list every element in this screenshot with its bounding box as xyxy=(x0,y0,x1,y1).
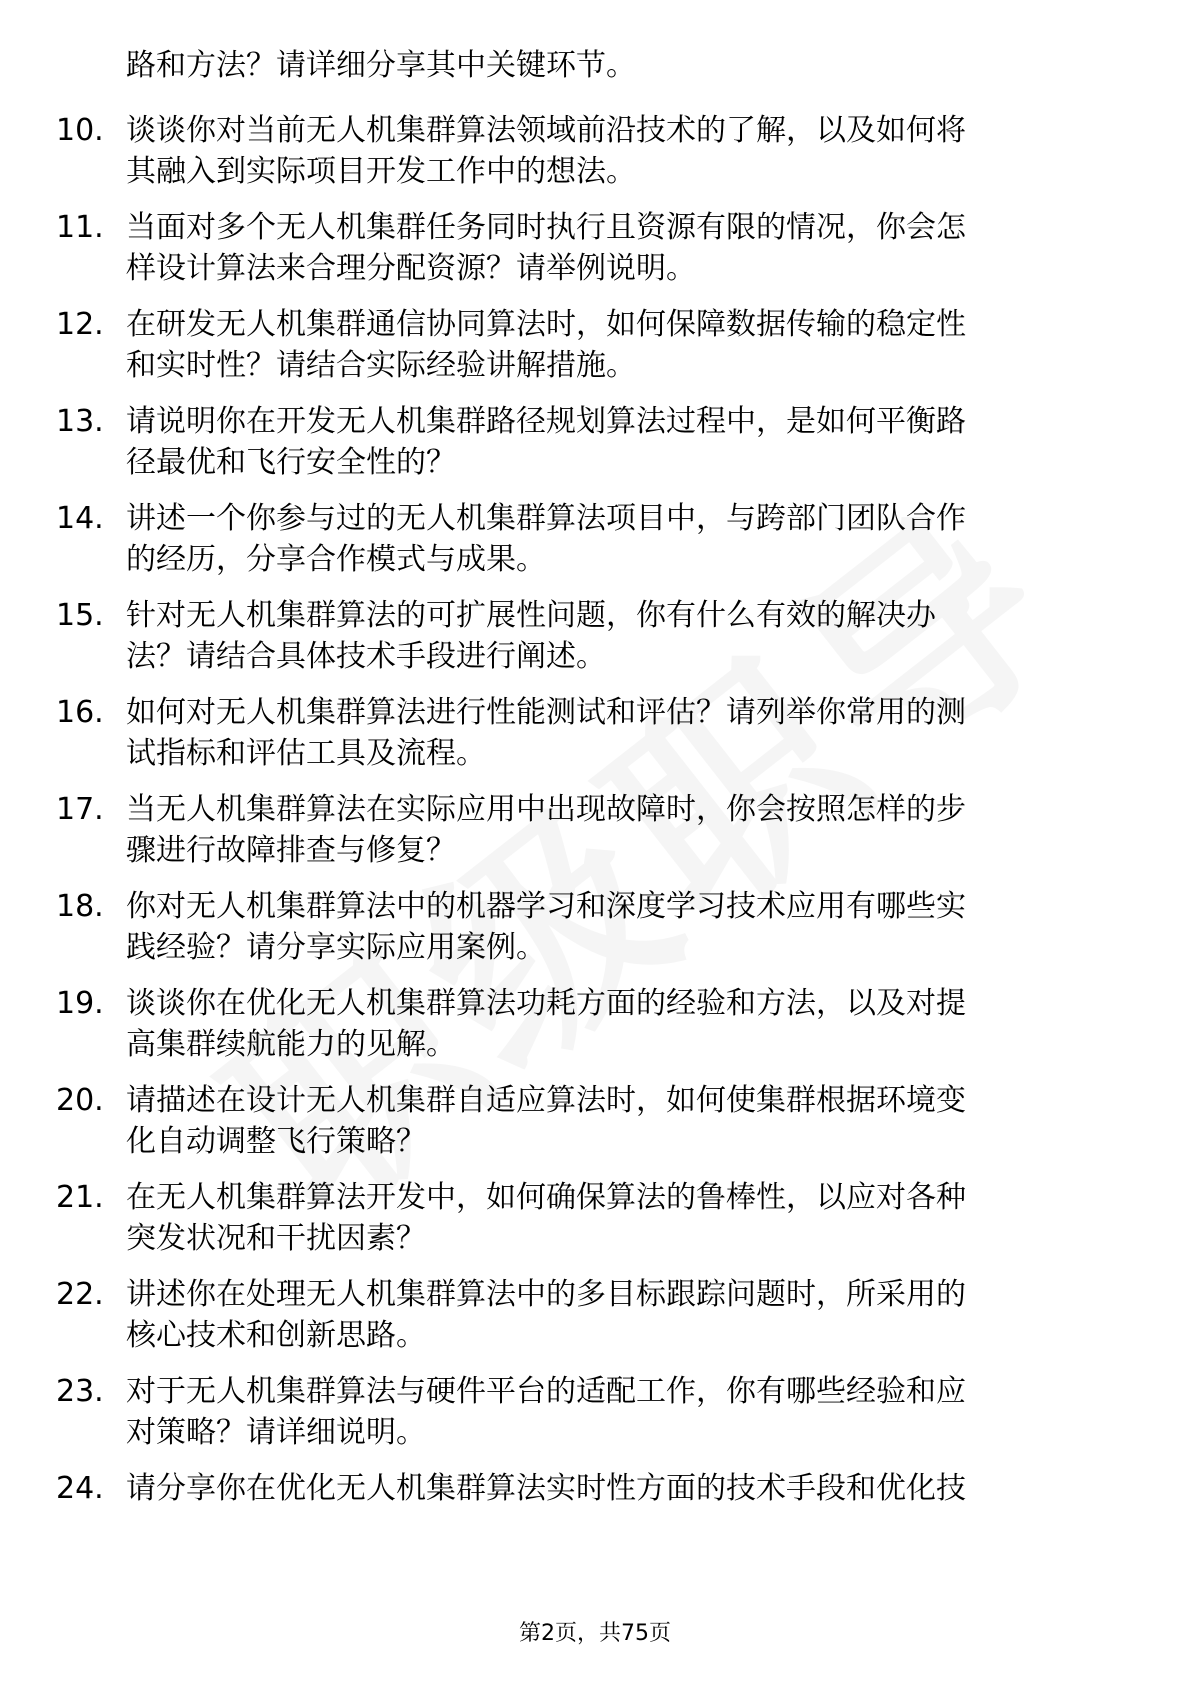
question-number: 22. xyxy=(56,1277,104,1312)
question-text-line: 讲述一个你参与过的无人机集群算法项目中，与跨部门团队合作 xyxy=(126,501,966,536)
question-text-line: 试指标和评估工具及流程。 xyxy=(126,736,486,771)
question-text-line: 其融入到实际项目开发工作中的想法。 xyxy=(126,154,636,189)
question-number: 24. xyxy=(56,1471,104,1506)
question-number: 19. xyxy=(56,986,104,1021)
question-text-line: 突发状况和干扰因素？ xyxy=(126,1221,426,1256)
question-text-line: 谈谈你对当前无人机集群算法领域前沿技术的了解，以及如何将 xyxy=(126,113,966,148)
question-text-line: 的经历，分享合作模式与成果。 xyxy=(126,542,546,577)
question-text-line: 践经验？请分享实际应用案例。 xyxy=(126,930,546,965)
question-number: 16. xyxy=(56,695,104,730)
question-number: 15. xyxy=(56,598,104,633)
question-number: 11. xyxy=(56,210,104,245)
question-text-line: 在无人机集群算法开发中，如何确保算法的鲁棒性，以应对各种 xyxy=(126,1180,966,1215)
question-text-line: 请说明你在开发无人机集群路径规划算法过程中，是如何平衡路 xyxy=(126,404,966,439)
question-text-line: 化自动调整飞行策略？ xyxy=(126,1124,426,1159)
question-number: 20. xyxy=(56,1083,104,1118)
question-text-line: 骤进行故障排查与修复？ xyxy=(126,833,456,868)
question-text-line: 样设计算法来合理分配资源？请举例说明。 xyxy=(126,251,696,286)
question-number: 17. xyxy=(56,792,104,827)
question-text-line: 在研发无人机集群通信协同算法时，如何保障数据传输的稳定性 xyxy=(126,307,966,342)
question-number: 23. xyxy=(56,1374,104,1409)
question-text-line: 法？请结合具体技术手段进行阐述。 xyxy=(126,639,606,674)
question-text-line: 你对无人机集群算法中的机器学习和深度学习技术应用有哪些实 xyxy=(126,889,966,924)
question-text-line: 对于无人机集群算法与硬件平台的适配工作，你有哪些经验和应 xyxy=(126,1374,966,1409)
question-number: 13. xyxy=(56,404,104,439)
question-number: 18. xyxy=(56,889,104,924)
question-number: 21. xyxy=(56,1180,104,1215)
question-text-line: 如何对无人机集群算法进行性能测试和评估？请列举你常用的测 xyxy=(126,695,966,730)
question-text-line: 和实时性？请结合实际经验讲解措施。 xyxy=(126,348,636,383)
question-number: 14. xyxy=(56,501,104,536)
question-text-line: 径最优和飞行安全性的？ xyxy=(126,445,456,480)
question-text-line: 谈谈你在优化无人机集群算法功耗方面的经验和方法，以及对提 xyxy=(126,986,966,1021)
question-text-line: 请描述在设计无人机集群自适应算法时，如何使集群根据环境变 xyxy=(126,1083,966,1118)
question-text-line: 核心技术和创新思路。 xyxy=(126,1318,426,1353)
question-number: 12. xyxy=(56,307,104,342)
question-text-line: 对策略？请详细说明。 xyxy=(126,1415,426,1450)
question-text-line: 当无人机集群算法在实际应用中出现故障时，你会按照怎样的步 xyxy=(126,792,966,827)
continuation-text: 路和方法？请详细分享其中关键环节。 xyxy=(126,48,636,83)
page-footer: 第2页，共75页 xyxy=(519,1621,671,1646)
question-text-line: 高集群续航能力的见解。 xyxy=(126,1027,456,1062)
question-text-line: 当面对多个无人机集群任务同时执行且资源有限的情况，你会怎 xyxy=(126,210,966,245)
question-number: 10. xyxy=(56,113,104,148)
question-text-line: 讲述你在处理无人机集群算法中的多目标跟踪问题时，所采用的 xyxy=(126,1277,966,1312)
question-text-line: 请分享你在优化无人机集群算法实时性方面的技术手段和优化技 xyxy=(126,1471,966,1506)
question-text-line: 针对无人机集群算法的可扩展性问题，你有什么有效的解决办 xyxy=(126,598,936,633)
